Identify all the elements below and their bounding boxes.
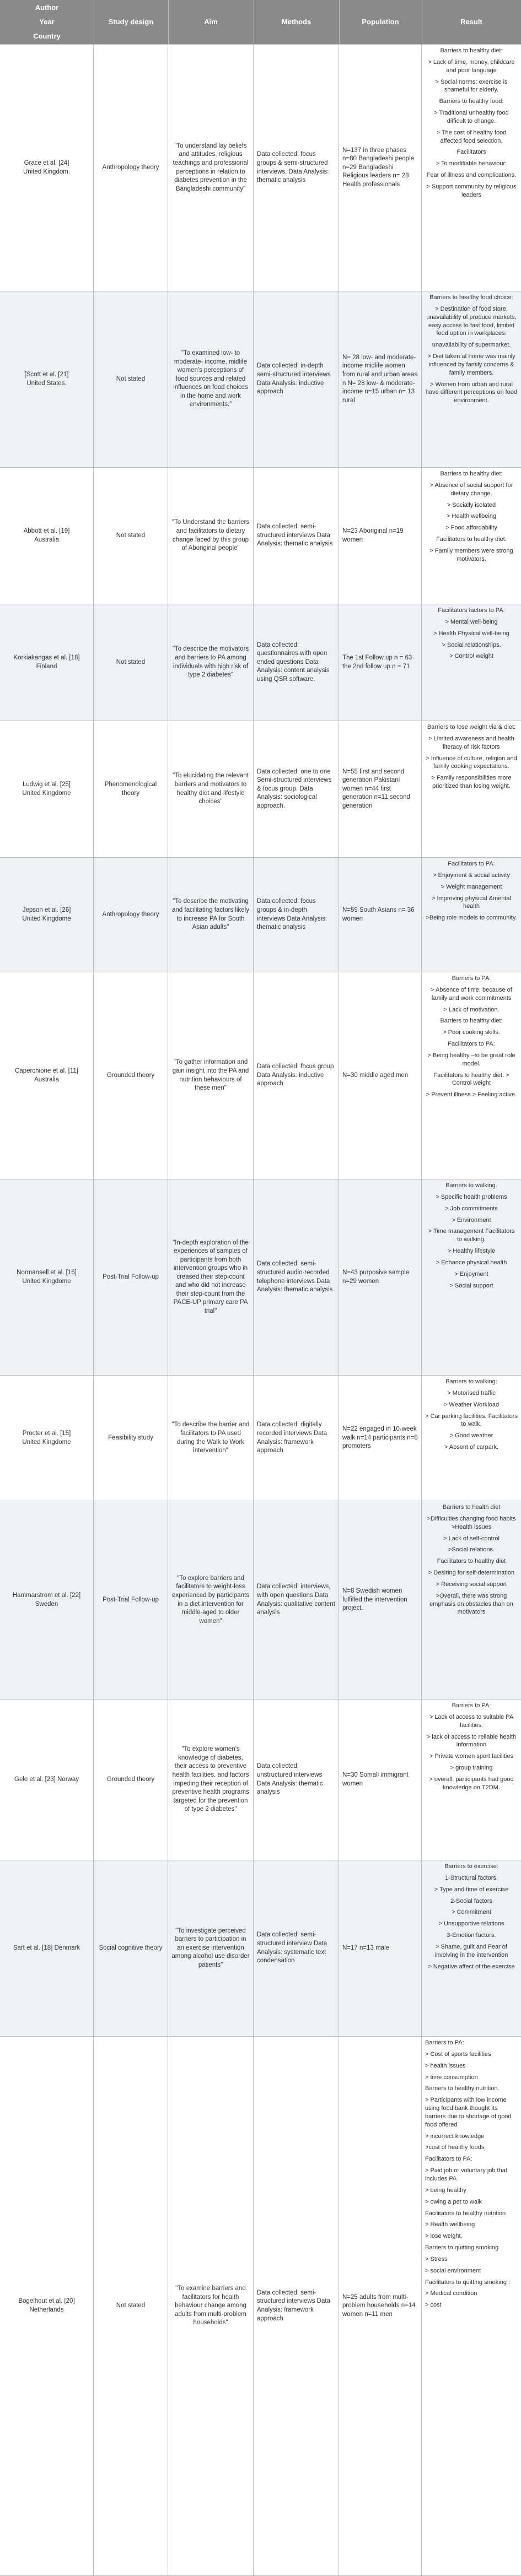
- cell-design: Post-Trial Follow-up: [94, 1501, 168, 1699]
- cell-design: Grounded theory: [94, 972, 168, 1179]
- table-header: [0, 0, 521, 44]
- cell-result: Facilitators to PA: > Enjoyment & social activity > Weight management > Improving physical &mental health >Being role models to community.: [426, 861, 517, 922]
- cell-result: Barriers to PA: > Lack of access to suitable PA facilities. > lack of access to reliable health information > Private women sport facilities > group training > overall, participants had good knowledge on T2DM.: [426, 1702, 517, 1791]
- cell-result: Barriers to PA: > Absence of time: because of family and work commitments > Lack of motivation. Barriers to healthy diet: > Poor cooking skills. Facilitators to PA: > Being healthy –to be great role model. Facilitators to healthy diet. > Control weight > Prevent illness > Feeling active.: [426, 975, 517, 1098]
- cell-population: N=30 Somali immigrant women: [339, 1700, 422, 1860]
- cell-author: Jepson et al. [26] United Kingdome: [0, 858, 94, 972]
- cell-aim: "To investigate perceived barriers to participation in an exercise intervention among alcohol use disorder patients": [168, 1860, 254, 2036]
- cell-population: The 1st Follow up n = 63 the 2nd follow up n = 71: [339, 604, 422, 721]
- cell-author: Procter et al. [15] United Kingdome: [0, 1376, 94, 1501]
- table-row: [0, 721, 521, 857]
- cell-result: Barriers to exercise: 1-Structural factors. > Type and time of exercise 2-Social factors > Commitment > Unsupportive relations 3-Emotion factors. > Shame, guilt and Fear of involving in the intervention > Negative affect of the exercise: [428, 1863, 515, 1970]
- cell-aim: "To describe the motivators and barriers to PA among individuals with high risk of type 2 diabetes": [168, 604, 254, 721]
- table-row: [0, 44, 521, 291]
- cell-methods: Data collected: questionnaires with open ended questions Data Analysis: content analysis using QSR software.: [254, 604, 339, 721]
- cell-design: Not stated: [94, 468, 168, 604]
- cell-author: Caperchione et al. [11] Australia: [0, 972, 94, 1179]
- cell-author: Bogelhout et al. [20] Netherlands: [0, 2037, 94, 2575]
- cell-methods: Data collected: one to one Semi-structured interviews & focus group. Data Analysis: sociological approach.: [254, 721, 339, 857]
- cell-aim: "In-depth exploration of the experiences of samples of participants from both intervention groups who in creased their step-count and who did not increase their step-count from the PACE-UP primary care PA trial": [168, 1179, 254, 1375]
- cell-methods: Data collected: semi-structured interviews Data Analysis: thematic analysis: [254, 468, 339, 604]
- cell-design: Feasibility study: [94, 1376, 168, 1501]
- header-author: Author: [35, 3, 59, 12]
- cell-design: Phenomenological theory: [94, 721, 168, 857]
- header-population: Population: [362, 18, 399, 26]
- table-row: [0, 972, 521, 1179]
- cell-author: Gele et al. [23] Norway: [0, 1700, 94, 1860]
- cell-author: Korkiakangas et al. [18] Finland: [0, 604, 94, 721]
- cell-aim: "To examine barriers and facilitators for health behaviour change among adults from multi-problem households": [168, 2037, 254, 2575]
- cell-result: Barriers to healthy diet: > Absence of social support for dietary change. > Socially isolated > Health wellbeing > Food affordability Facilitators to healthy diet: > Family members were strong motivators.: [429, 470, 513, 562]
- cell-author: Sart et al. [18] Denmark: [0, 1860, 94, 2036]
- cell-methods: Data collected: focus groups & in-depth interviews Data Analysis: thematic analysis: [254, 858, 339, 972]
- cell-population: N=30 middle aged men: [339, 972, 422, 1179]
- cell-design: Post-Trial Follow-up: [94, 1179, 168, 1375]
- cell-result: Barriers to lose weight via & diet: > Limited awareness and health literacy of risk factors > Influence of culture, religion and family cooking expectations. > Family responsibilities more prioritized than losing weight.: [426, 724, 517, 790]
- cell-design: Social cognitive theory: [94, 1860, 168, 2036]
- cell-result: Barriers to health diet >Difficulties changing food habits >Health issues > Lack of self-control >Social relations. Facilitators to healthy diet > Desiring for self-determination > Receiving social support >Overall, there was strong emphasis on obstacles than on motivators: [427, 1504, 516, 1616]
- cell-design: Anthropology theory: [94, 45, 168, 291]
- cell-result: Barriers to healthy diet: > Lack of time, money, childcare and poor language > Social norms: exercise is shameful for elderly. Barriers to healthy food: > Traditional unhealthy food difficult to change. > The cost of healthy food affected food selection. Facilitators > To modifiable behaviour: Fear of illness and complications. > Support community by religious leaders: [426, 47, 517, 198]
- cell-methods: Data collected: in-depth semi-structured interviews Data Analysis: inductive approach: [254, 291, 339, 467]
- cell-aim: "To Understand the barriers and facilitators to dietary change faced by this group of Aboriginal people": [168, 468, 254, 604]
- header-methods: Methods: [281, 18, 311, 26]
- table-row: [0, 467, 521, 604]
- cell-aim: "To describe the motivating and facilitating factors likely to increase PA for South Asian adults": [168, 858, 254, 972]
- cell-author: Normansell et al. [16] United Kingdome: [0, 1179, 94, 1375]
- header-country: Country: [33, 32, 61, 40]
- cell-aim: "To explore barriers and facilitators to weight-loss experienced by participants in a diet intervention for middle-aged to older women": [168, 1501, 254, 1699]
- cell-author: Grace et al. [24] United Kingdom.: [0, 45, 94, 291]
- table-row: [0, 2036, 521, 2575]
- cell-aim: "To elucidating the relevant barriers and motivators to healthy diet and lifestyle choices": [168, 721, 254, 857]
- cell-author: Hammarstrom et al. [22] Sweden: [0, 1501, 94, 1699]
- cell-author: [Scott et al. [21] United States.: [0, 291, 94, 467]
- cell-methods: Data collected: semi-structured interview Data Analysis: systematic text condensation: [254, 1860, 339, 2036]
- cell-methods: Data collected: semi-structured audio-recorded telephone interviews Data Analysis: thematic analysis: [254, 1179, 339, 1375]
- table-row: [0, 1179, 521, 1375]
- cell-design: Not stated: [94, 291, 168, 467]
- cell-result: Facilitators factors to PA: > Mental well-being > Health Physical well-being > Social relationships. > Control weight: [433, 607, 509, 660]
- header-aim: Aim: [204, 18, 218, 26]
- cell-methods: Data collected: focus groups & semi-structured interviews. Data Analysis: thematic analysis: [254, 45, 339, 291]
- cell-design: Anthropology theory: [94, 858, 168, 972]
- cell-population: N=59 South Asians n= 36 women: [339, 858, 422, 972]
- cell-methods: Data collected: semi-structured interviews Data Analysis: framework approach: [254, 2037, 339, 2575]
- cell-result: Barriers to walking: > Motorised traffic > Weather Workload > Car parking facilities. Facilitators to walk, > Good weather > Absent of carpark.: [425, 1378, 518, 1451]
- cell-population: N=55 first and second generation Pakistani women n=44 first generation n=11 second generation: [339, 721, 422, 857]
- cell-aim: "To describe the barrier and facilitators to PA used during the Walk to Work intervention": [168, 1376, 254, 1501]
- cell-population: N=137 in three phases n=80 Bangladeshi people n=29 Bangladeshi Religious leaders n= 28 Health professionals: [339, 45, 422, 291]
- table-row: [0, 1375, 521, 1501]
- cell-population: N=22 engaged in 10-week walk n=14 participants n=8 promoters: [339, 1376, 422, 1501]
- cell-author: Ludwig et al. [25] United Kingdome: [0, 721, 94, 857]
- cell-methods: Data collected: digitally recorded interviews Data Analysis: framework approach: [254, 1376, 339, 1501]
- cell-methods: Data collected: interviews, with open questions Data Analysis: qualitative content analysis: [254, 1501, 339, 1699]
- header-design: Study design: [108, 18, 154, 26]
- cell-population: N= 28 low- and moderate-income midlife women from rural and urban areas n N= 28 low- & moderate-income n=15 urban n= 13 rural: [339, 291, 422, 467]
- cell-result: Barriers to healthy food choice: > Destination of food store, unavailability of produce markets, easy access to fast food, limited food option in workplaces. unavailability of supermarket. > Diet taken at home was mainly influenced by family concerns & family members. > Women from urban and rural have different perceptions on food environment.: [425, 294, 518, 404]
- cell-design: Not stated: [94, 2037, 168, 2575]
- cell-aim: "To gather information and gain insight into the PA and nutrition behaviours of these men": [168, 972, 254, 1179]
- cell-methods: Data collected: focus group Data Analysis: inductive approach: [254, 972, 339, 1179]
- cell-aim: "To understand lay beliefs and attitudes, religious teachings and professional perceptions in relation to diabetes prevention in the Bangladeshi community": [168, 45, 254, 291]
- cell-result: Barriers to walking. > Specific health problems > Job commitments > Environment > Time management Facilitators to walking. > Healthy lifestyle > Enhance physical health > Enjoyment > Social support: [428, 1182, 515, 1289]
- cell-aim: "To explore women's knowledge of diabetes, their access to preventive health facilities, and factors impeding their reception of preventive health programs targeted for the prevention of type 2 diabetes": [168, 1700, 254, 1860]
- header-year: Year: [39, 18, 55, 26]
- table-row: [0, 291, 521, 467]
- cell-author: Abbott et al. [19] Australia: [0, 468, 94, 604]
- cell-population: N=25 adults from multi-problem households n=14 women n=11 men: [339, 2037, 422, 2575]
- table-row: [0, 1860, 521, 2036]
- cell-population: N=8 Swedish women fulfilled the intervention project.: [339, 1501, 422, 1699]
- table-row: [0, 604, 521, 721]
- cell-design: Grounded theory: [94, 1700, 168, 1860]
- cell-design: Not stated: [94, 604, 168, 721]
- header-result: Result: [460, 18, 482, 26]
- table-row: [0, 1699, 521, 1860]
- cell-result: Barriers to PA: > Cost of sports facilities > health issues > time consumption Barriers to healthy nutrition. > Participants with low income using food bank thought its barriers due to shortage of good food offered > incorrect knowledge >cost of healthy foods. Facilitators to PA: > Paid job or voluntary job that includes PA > being healthy > owing a pet to walk Facilitators to healthy nutrition > Health wellbeing > lose weight. Barriers to quitting smoking > Stress > social environment Facilitators to quitting smoking : > Medical condition > cost: [425, 2039, 512, 2309]
- cell-methods: Data collected: unstructured interviews Data Analysis: thematic analysis: [254, 1700, 339, 1860]
- cell-population: N=43 purposive sample n=29 women: [339, 1179, 422, 1375]
- table-row: [0, 1501, 521, 1699]
- table-row: [0, 857, 521, 972]
- cell-population: N=23 Aboriginal n=19 women: [339, 468, 422, 604]
- cell-population: N=17 n=13 male: [339, 1860, 422, 2036]
- cell-aim: "To examined low- to moderate- income, midlife women's perceptions of food sources and related influences on food choices in the home and work environments.": [168, 291, 254, 467]
